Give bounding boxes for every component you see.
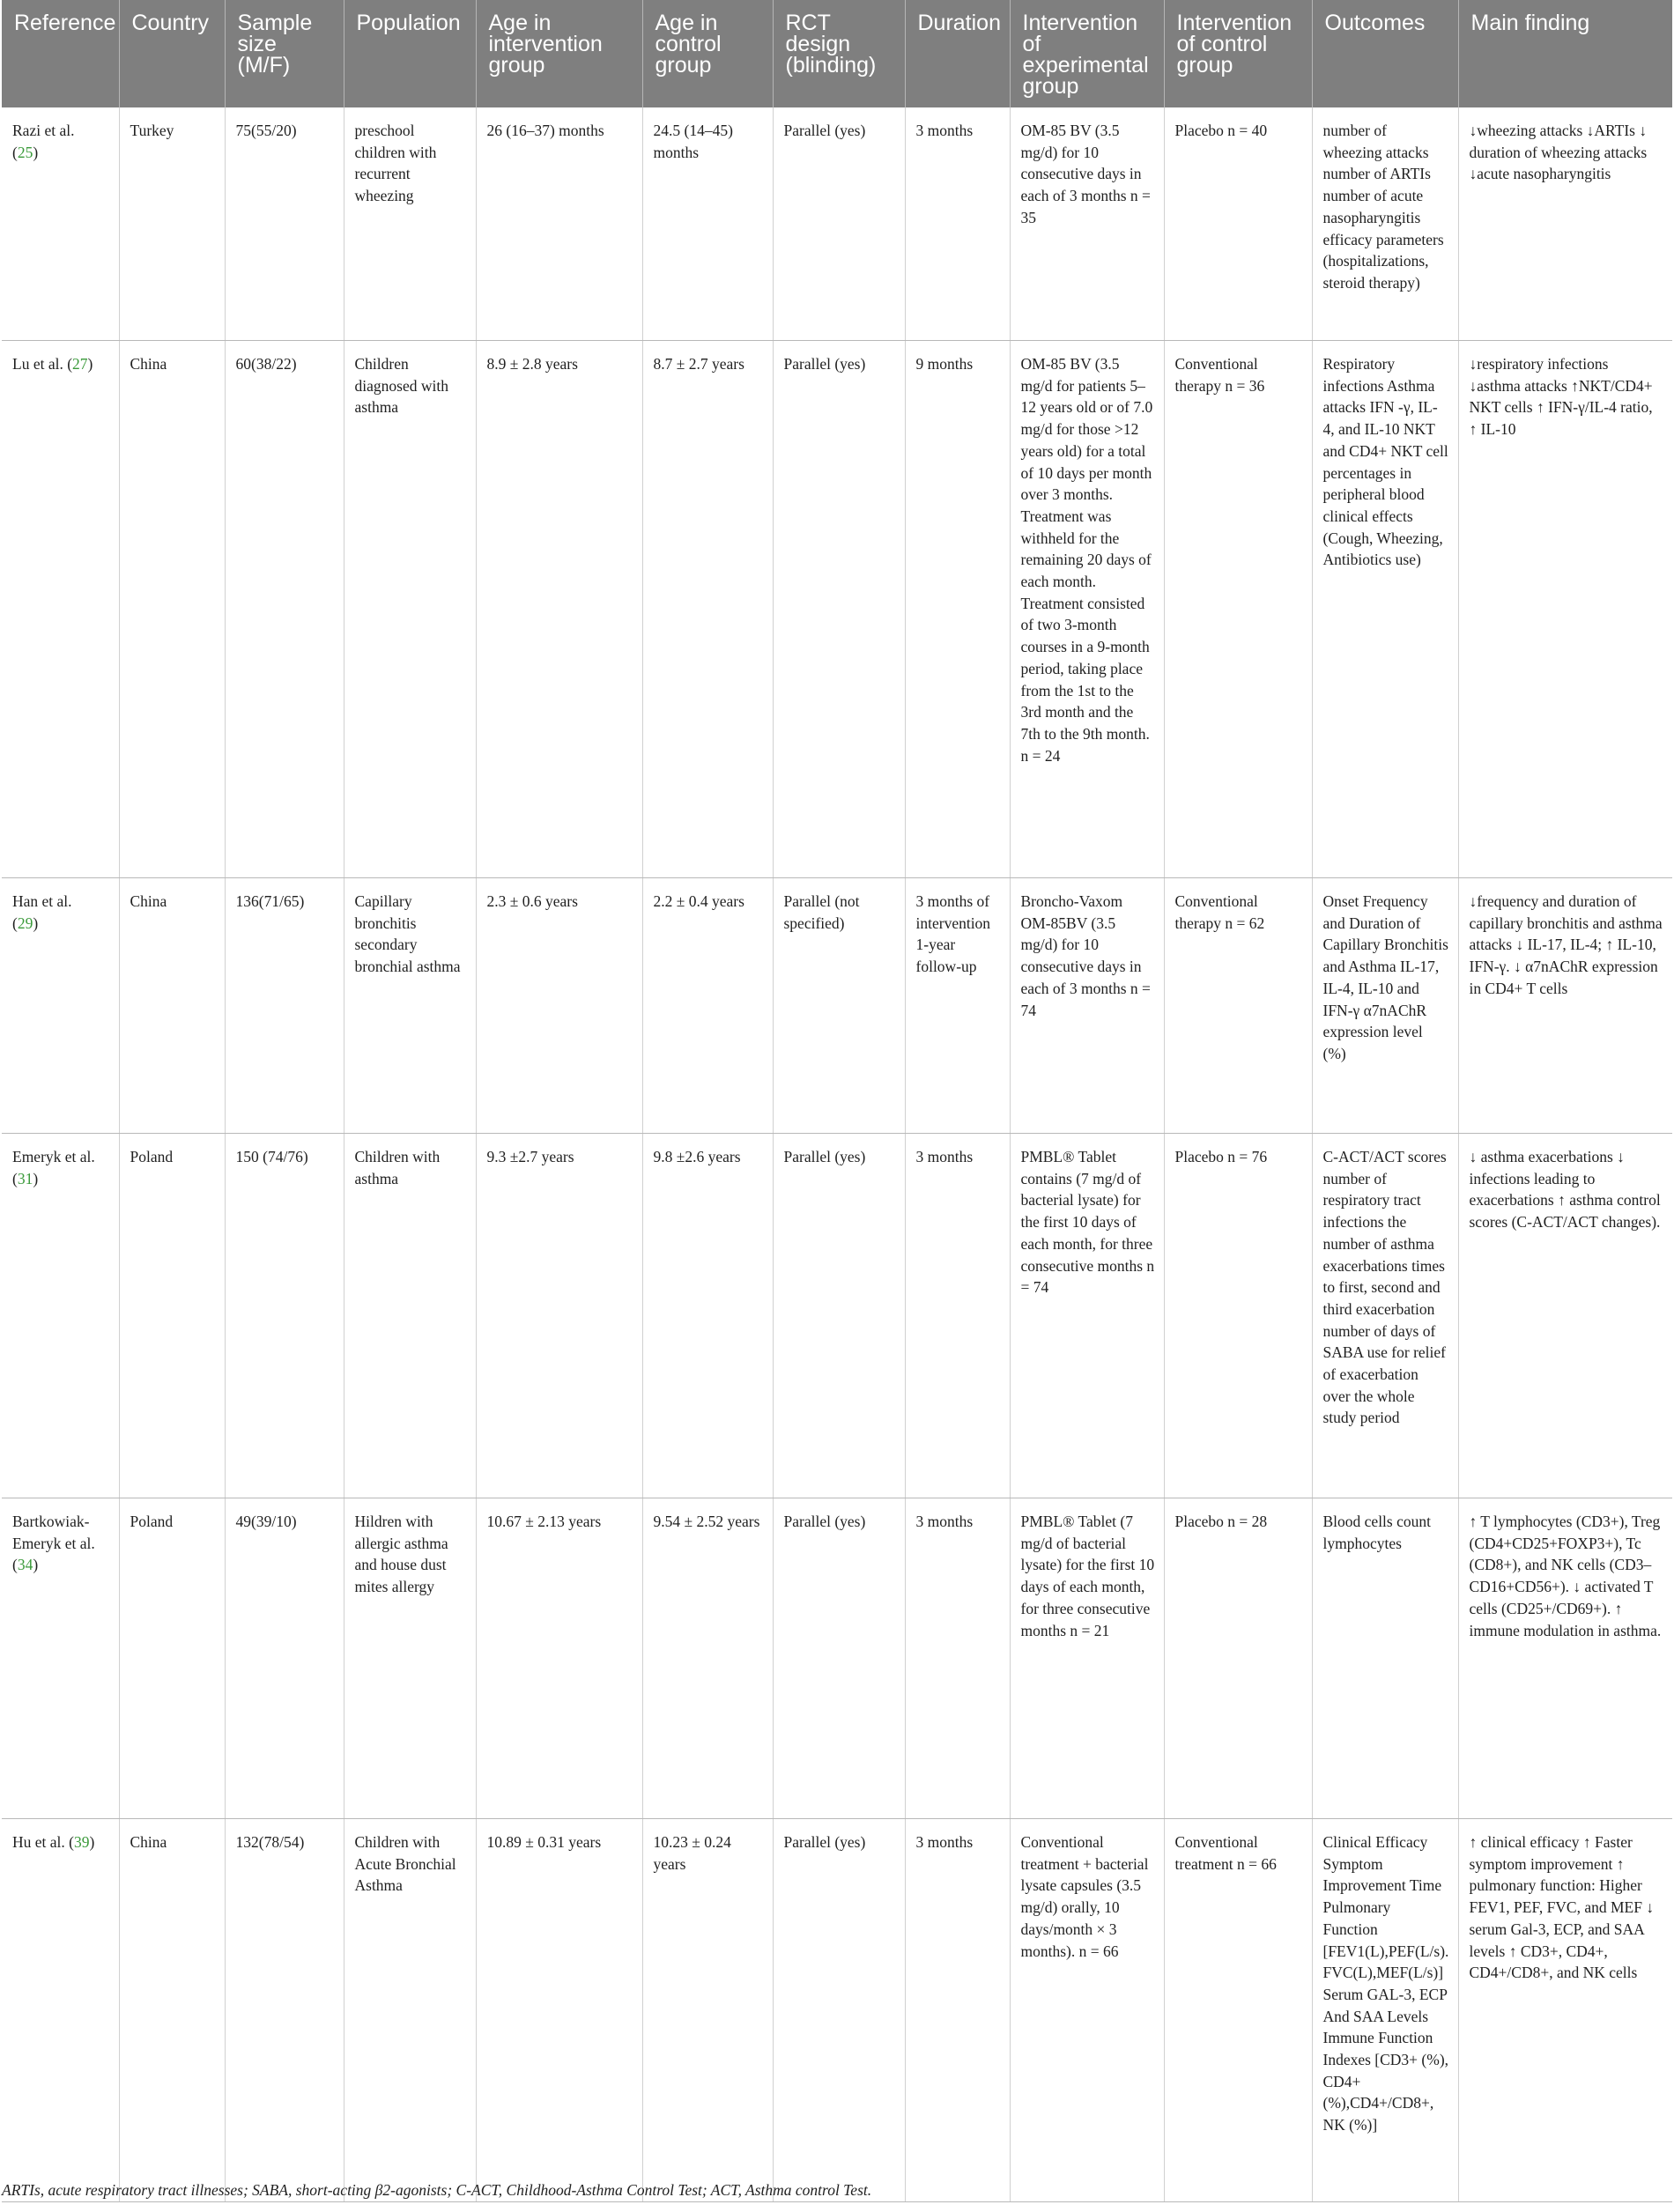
- duration-cell: 3 months: [905, 1134, 1010, 1498]
- outcomes-cell: Blood cells count lymphocytes: [1312, 1498, 1458, 1819]
- header-country: Country: [119, 0, 225, 107]
- duration-cell: 3 months: [905, 1498, 1010, 1819]
- control-intervention-cell: Conventional therapy n = 62: [1164, 878, 1312, 1134]
- duration-cell: 9 months: [905, 341, 1010, 878]
- design-cell: Parallel (not specified): [773, 878, 905, 1134]
- sample-cell: 132(78/54): [225, 1819, 344, 2202]
- reference-cell: Han et al. (29): [2, 878, 119, 1134]
- experimental-intervention-cell: Broncho-Vaxom OM-85BV (3.5 mg/d) for 10 consecutive days in each of 3 months n = 74: [1010, 878, 1164, 1134]
- age-control-cell: 24.5 (14–45) months: [642, 107, 773, 341]
- reference-author: Lu et al.: [12, 355, 63, 373]
- header-main-finding: Main finding: [1458, 0, 1672, 107]
- age-intervention-cell: 10.67 ± 2.13 years: [476, 1498, 642, 1819]
- age-intervention-cell: 9.3 ±2.7 years: [476, 1134, 642, 1498]
- main-finding-cell: ↓wheezing attacks ↓ARTIs ↓ duration of wheezing attacks ↓acute nasopharyngitis: [1458, 107, 1672, 341]
- country-cell: China: [119, 1819, 225, 2202]
- sample-cell: 49(39/10): [225, 1498, 344, 1819]
- age-control-cell: 2.2 ± 0.4 years: [642, 878, 773, 1134]
- design-cell: Parallel (yes): [773, 341, 905, 878]
- table-row: [2, 1134, 1672, 1498]
- table-row: [2, 1819, 1672, 2202]
- design-cell: Parallel (yes): [773, 1498, 905, 1819]
- outcomes-cell: Onset Frequency and Duration of Capillary Bronchitis and Asthma IL-17, IL-4, IL-10 and IFN-γ α7nAChR expression level (%): [1312, 878, 1458, 1134]
- population-cell: Children with asthma: [344, 1134, 476, 1498]
- country-cell: Poland: [119, 1134, 225, 1498]
- header-row: [2, 0, 1672, 107]
- citation-link[interactable]: 25: [17, 143, 33, 161]
- citation-link[interactable]: 39: [73, 1833, 90, 1851]
- study-table-container: [2, 0, 1672, 2202]
- table-row: [2, 1498, 1672, 1819]
- reference-cell: Razi et al. (25): [2, 107, 119, 341]
- header-age-intervention: Age in intervention group: [476, 0, 642, 107]
- design-cell: Parallel (yes): [773, 1134, 905, 1498]
- header-age-control: Age in control group: [642, 0, 773, 107]
- reference-cell: Bartkowiak-Emeryk et al. (34): [2, 1498, 119, 1819]
- duration-cell: 3 months: [905, 1819, 1010, 2202]
- header-intervention-experimental: Intervention of experimental group: [1010, 0, 1164, 107]
- table-footnote: ARTIs, acute respiratory tract illnesses; SABA, short-acting β2-agonists; C-ACT, Childhood-Asthma Control Test; ACT, Asthma control Test.: [2, 2181, 872, 2199]
- outcomes-cell: Respiratory infections Asthma attacks IFN -γ, IL-4, and IL-10 NKT and CD4+ NKT cell percentages in peripheral blood clinical effects (Cough, Wheezing, Antibiotics use): [1312, 341, 1458, 878]
- sample-cell: 150 (74/76): [225, 1134, 344, 1498]
- header-duration: Duration: [905, 0, 1010, 107]
- country-cell: Turkey: [119, 107, 225, 341]
- age-control-cell: 9.54 ± 2.52 years: [642, 1498, 773, 1819]
- age-control-cell: 10.23 ± 0.24 years: [642, 1819, 773, 2202]
- reference-author: Emeryk et al.: [12, 1148, 95, 1165]
- population-cell: Hildren with allergic asthma and house dust mites allergy: [344, 1498, 476, 1819]
- outcomes-cell: number of wheezing attacks number of ARTIs number of acute nasopharyngitis efficacy parameters (hospitalizations, steroid therapy): [1312, 107, 1458, 341]
- experimental-intervention-cell: PMBL® Tablet (7 mg/d of bacterial lysate) for the first 10 days of each month, for three consecutive months n = 21: [1010, 1498, 1164, 1819]
- main-finding-cell: ↓respiratory infections ↓asthma attacks ↑NKT/CD4+ NKT cells ↑ IFN-γ/IL-4 ratio, ↑ IL-10: [1458, 341, 1672, 878]
- control-intervention-cell: Placebo n = 28: [1164, 1498, 1312, 1819]
- sample-cell: 75(55/20): [225, 107, 344, 341]
- outcomes-cell: C-ACT/ACT scores number of respiratory tract infections the number of asthma exacerbations times to first, second and third exacerbation number of days of SABA use for relief of exacerbation over the whole study period: [1312, 1134, 1458, 1498]
- age-control-cell: 8.7 ± 2.7 years: [642, 341, 773, 878]
- age-intervention-cell: 8.9 ± 2.8 years: [476, 341, 642, 878]
- header-rct-design: RCT design (blinding): [773, 0, 905, 107]
- experimental-intervention-cell: PMBL® Tablet contains (7 mg/d of bacterial lysate) for the first 10 days of each month, for three consecutive months n = 74: [1010, 1134, 1164, 1498]
- age-intervention-cell: 26 (16–37) months: [476, 107, 642, 341]
- header-outcomes: Outcomes: [1312, 0, 1458, 107]
- citation-link[interactable]: 31: [17, 1169, 33, 1187]
- experimental-intervention-cell: OM-85 BV (3.5 mg/d) for 10 consecutive days in each of 3 months n = 35: [1010, 107, 1164, 341]
- control-intervention-cell: Conventional therapy n = 36: [1164, 341, 1312, 878]
- reference-author: Han et al.: [12, 892, 72, 910]
- control-intervention-cell: Placebo n = 40: [1164, 107, 1312, 341]
- population-cell: Children with Acute Bronchial Asthma: [344, 1819, 476, 2202]
- main-finding-cell: ↓ asthma exacerbations ↓ infections leading to exacerbations ↑ asthma control scores (C-ACT/ACT changes).: [1458, 1134, 1672, 1498]
- duration-cell: 3 months: [905, 107, 1010, 341]
- citation-link[interactable]: 34: [17, 1556, 33, 1574]
- experimental-intervention-cell: Conventional treatment + bacterial lysate capsules (3.5 mg/d) orally, 10 days/month × 3 months). n = 66: [1010, 1819, 1164, 2202]
- table-row: [2, 878, 1672, 1134]
- age-intervention-cell: 10.89 ± 0.31 years: [476, 1819, 642, 2202]
- reference-cell: Hu et al. (39): [2, 1819, 119, 2202]
- sample-cell: 136(71/65): [225, 878, 344, 1134]
- country-cell: Poland: [119, 1498, 225, 1819]
- control-intervention-cell: Conventional treatment n = 66: [1164, 1819, 1312, 2202]
- table-row: [2, 107, 1672, 341]
- reference-cell: Emeryk et al. (31): [2, 1134, 119, 1498]
- main-finding-cell: ↑ T lymphocytes (CD3+), Treg (CD4+CD25+FOXP3+), Tc (CD8+), and NK cells (CD3– CD16+CD56+). ↓ activated T cells (CD25+/CD69+). ↑ immune modulation in asthma.: [1458, 1498, 1672, 1819]
- header-intervention-control: Intervention of control group: [1164, 0, 1312, 107]
- country-cell: China: [119, 878, 225, 1134]
- experimental-intervention-cell: OM-85 BV (3.5 mg/d for patients 5–12 years old or of 7.0 mg/d for those >12 years old) for a total of 10 days per month over 3 months. Treatment was withheld for the remaining 20 days of each month. Treatment consisted of two 3-month courses in a 9-month period, taking place from the 1st to the 3rd month and the 7th to the 9th month. n = 24: [1010, 341, 1164, 878]
- sample-cell: 60(38/22): [225, 341, 344, 878]
- outcomes-cell: Clinical Efficacy Symptom Improvement Time Pulmonary Function [FEV1(L),PEF(L/s). FVC(L),MEF(L/s)] Serum GAL-3, ECP And SAA Levels Immune Function Indexes [CD3+ (%), CD4+ (%),CD4+/CD8+, NK (%)]: [1312, 1819, 1458, 2202]
- studies-table: [2, 0, 1672, 2202]
- age-control-cell: 9.8 ±2.6 years: [642, 1134, 773, 1498]
- design-cell: Parallel (yes): [773, 107, 905, 341]
- design-cell: Parallel (yes): [773, 1819, 905, 2202]
- reference-author: Bartkowiak-Emeryk et al.: [12, 1513, 95, 1552]
- main-finding-cell: ↑ clinical efficacy ↑ Faster symptom improvement ↑ pulmonary function: Higher FEV1, PEF, FVC, and MEF ↓ serum Gal-3, ECP, and SAA levels ↑ CD3+, CD4+, CD4+/CD8+, and NK cells: [1458, 1819, 1672, 2202]
- reference-cell: Lu et al. (27): [2, 341, 119, 878]
- country-cell: China: [119, 341, 225, 878]
- age-intervention-cell: 2.3 ± 0.6 years: [476, 878, 642, 1134]
- reference-author: Razi et al.: [12, 122, 75, 139]
- duration-cell: 3 months of intervention 1-year follow-up: [905, 878, 1010, 1134]
- reference-author: Hu et al.: [12, 1833, 65, 1851]
- population-cell: Children diagnosed with asthma: [344, 341, 476, 878]
- citation-link[interactable]: 27: [72, 355, 88, 373]
- population-cell: Capillary bronchitis secondary bronchial asthma: [344, 878, 476, 1134]
- population-cell: preschool children with recurrent wheezing: [344, 107, 476, 341]
- main-finding-cell: ↓frequency and duration of capillary bronchitis and asthma attacks ↓ IL-17, IL-4; ↑ IL-10, IFN-γ. ↓ α7nAChR expression in CD4+ T cells: [1458, 878, 1672, 1134]
- header-sample-size: Sample size (M/F): [225, 0, 344, 107]
- citation-link[interactable]: 29: [17, 914, 33, 932]
- header-reference: Reference: [2, 0, 119, 107]
- table-row: [2, 341, 1672, 878]
- header-population: Population: [344, 0, 476, 107]
- control-intervention-cell: Placebo n = 76: [1164, 1134, 1312, 1498]
